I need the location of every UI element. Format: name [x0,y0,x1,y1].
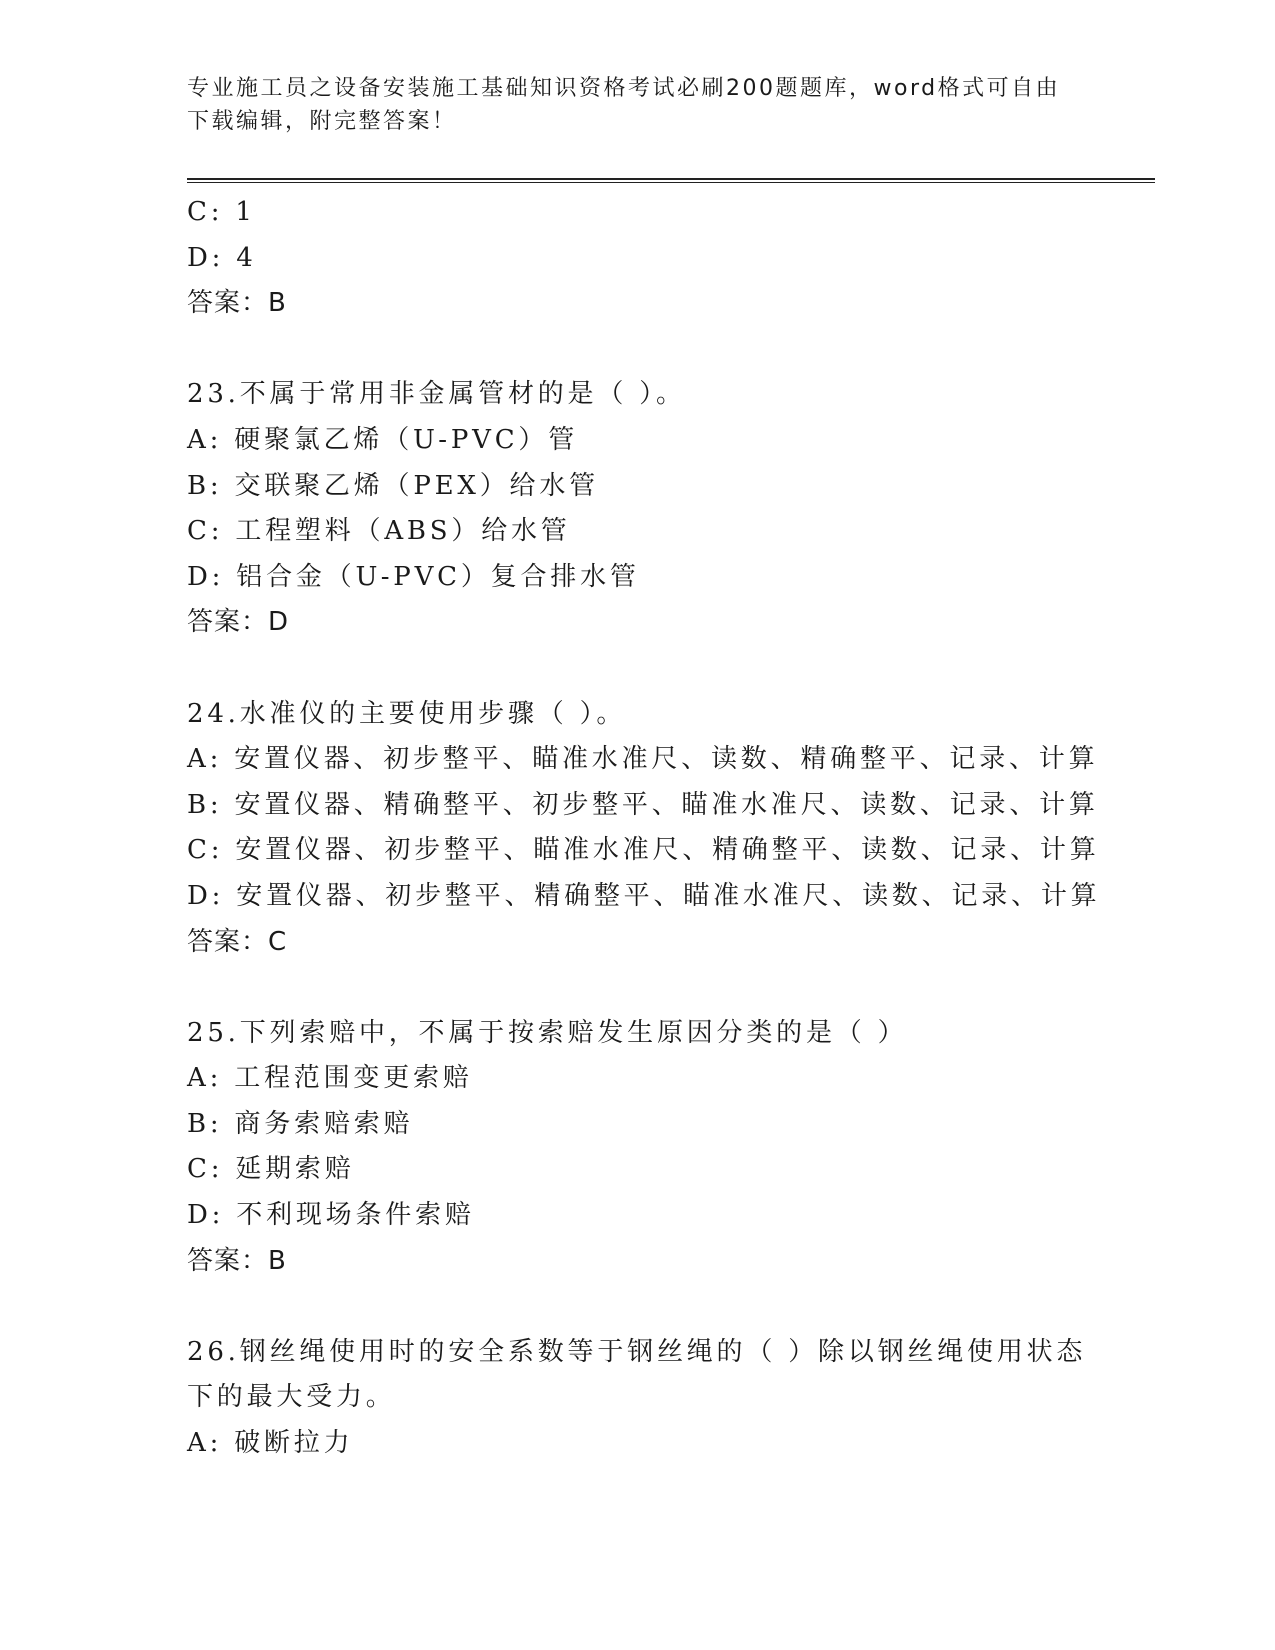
question-stem: 24.水准仪的主要使用步骤（ ）。 [187,698,627,729]
option-c: C: 工程塑料（ABS）给水管 [187,516,571,547]
option-d: D: 不利现场条件索赔 [187,1200,475,1231]
question-block-26 [187,1330,1087,1467]
option-b: B: 交联聚乙烯（PEX）给水管 [187,470,599,501]
answer-line: 答案：D [187,607,290,638]
question-block-24 [187,692,1101,966]
option-b: B: 安置仪器、精确整平、初步整平、瞄准水准尺、读数、记录、计算 [187,789,1099,820]
option-a: A: 安置仪器、初步整平、瞄准水准尺、读数、精确整平、记录、计算 [187,744,1099,775]
option-c: C: 安置仪器、初步整平、瞄准水准尺、精确整平、读数、记录、计算 [187,835,1100,866]
option-d: D: 安置仪器、初步整平、精确整平、瞄准水准尺、读数、记录、计算 [187,880,1101,911]
header-divider [187,178,1155,183]
spacer [187,646,1087,692]
question-stem-line-2: 下的最大受力。 [187,1382,396,1413]
question-stem-line-1: 26.钢丝绳使用时的安全系数等于钢丝绳的（ ）除以钢丝绳使用状态 [187,1336,1087,1367]
option-c: C: 延期索赔 [187,1154,355,1185]
answer-line: 答案：C [187,926,288,957]
document-header: 专业施工员之设备安装施工基础知识资格考试必刷200题题库，word格式可自由下载编辑，附完整答案！ [187,76,1061,134]
question-block-25 [187,1011,1087,1285]
option-a: A: 硬聚氯乙烯（U-PVC）管 [187,424,579,455]
question-list [187,190,1101,1467]
option-c: C: 1 [187,197,256,227]
spacer [187,327,1087,373]
option-a: A: 工程范围变更索赔 [187,1063,473,1094]
option-d: D: 铝合金（U-PVC）复合排水管 [187,561,640,592]
question-stem: 23.不属于常用非金属管材的是（ ）。 [187,379,686,410]
answer-line: 答案：B [187,288,287,319]
option-d: D: 4 [187,242,257,273]
option-a: A: 破断拉力 [187,1428,354,1459]
question-block-carryover [187,190,1087,327]
spacer [187,965,1087,1011]
answer-line: 答案：B [187,1245,287,1276]
spacer [187,1284,1087,1330]
option-b: B: 商务索赔索赔 [187,1108,414,1139]
question-stem: 25.下列索赔中，不属于按索赔发生原因分类的是（ ） [187,1017,908,1048]
question-block-23 [187,372,1087,646]
